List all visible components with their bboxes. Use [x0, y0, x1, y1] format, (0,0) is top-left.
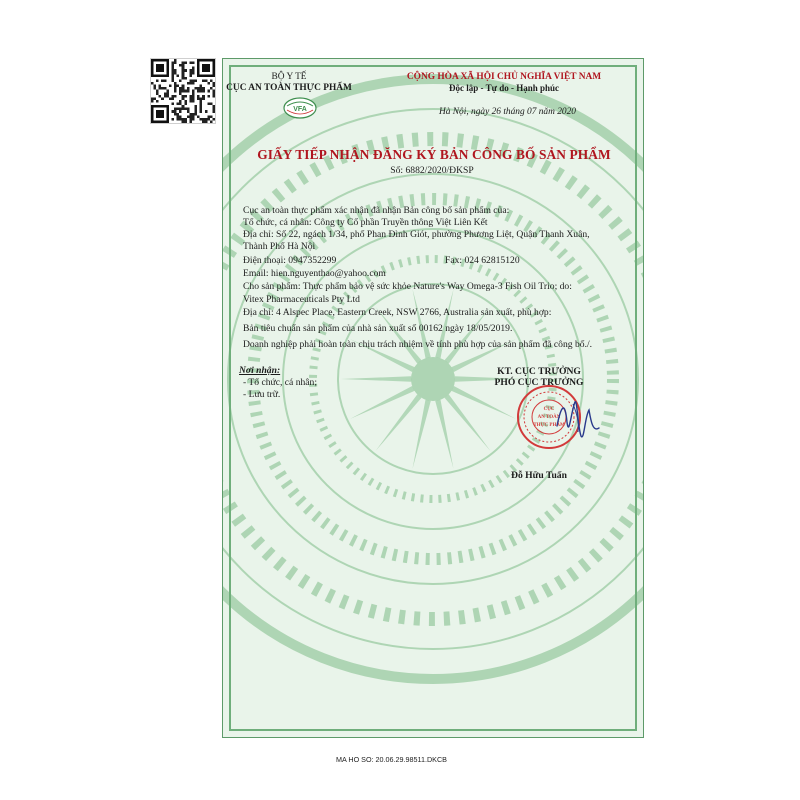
body-line-city: Thành Phố Hà Nội [243, 241, 316, 252]
signer-name: Đỗ Hữu Tuấn [511, 470, 567, 481]
vfa-logo-icon [283, 97, 317, 119]
document-title: GIẤY TIẾP NHẬN ĐĂNG KÝ BẢN CÔNG BỐ SẢN PHẨM [257, 147, 611, 162]
issue-date: Hà Nội, ngày 26 tháng 07 năm 2020 [439, 107, 576, 117]
body-line-manufacturer-address: Địa chỉ: 4 Alspec Place, Eastern Creek, NSW 2766, Australia sản xuất, phù hợp: [243, 307, 552, 318]
svg-text:THỰC PHẨM: THỰC PHẨM [533, 423, 565, 428]
body-line-responsibility: Doanh nghiệp phải hoàn toàn chịu trách nhiệm về tính phù hợp của sản phẩm đã công bố./. [243, 339, 593, 350]
body-line-email: Email: hien.nguyenthao@yahoo.com [243, 268, 386, 279]
body-line-standard: Bản tiêu chuẩn sản phẩm của nhà sản xuất số 00162 ngày 18/05/2019. [243, 323, 513, 334]
body-line-product: Cho sản phẩm: Thực phẩm bảo vệ sức khỏe Nature's Way Omega-3 Fish Oil Trio; do: [243, 281, 572, 292]
dossier-code: MA HO SO: 20.06.29.98511.DKCB [336, 755, 447, 764]
ministry-name: BỘ Y TẾ [271, 72, 307, 82]
recipients-label: Nơi nhận: [239, 365, 281, 376]
document-number: Số: 6882/2020/ĐKSP [390, 165, 474, 176]
svg-text:AN TOÀN: AN TOÀN [537, 415, 561, 420]
body-line-manufacturer: Vitex Pharmaceuticals Pty Ltd [243, 294, 360, 305]
body-line-phone: Điện thoại: 0947352299 [243, 255, 337, 266]
svg-text:CỤC: CỤC [543, 407, 555, 412]
recipient-item: - Tổ chức, cá nhân; [243, 377, 318, 388]
body-line-address: Địa chỉ: Số 22, ngách 1/34, phố Phan Đình Giót, phường Phương Liệt, Quận Thanh Xuân, [243, 229, 590, 240]
qr-code-icon [150, 58, 216, 124]
department-name: CỤC AN TOÀN THỰC PHẨM [226, 83, 352, 93]
signer-position: PHÓ CỤC TRƯỞNG [494, 377, 584, 388]
signer-title: KT. CỤC TRƯỞNG [497, 366, 581, 377]
body-line-fax: Fax: 024 62815120 [445, 255, 520, 266]
country-name: CỘNG HÒA XÃ HỘI CHỦ NGHĨA VIỆT NAM [406, 72, 602, 82]
recipient-item: - Lưu trữ. [243, 389, 281, 400]
svg-text:VFA: VFA [293, 106, 307, 113]
certificate [222, 58, 644, 738]
body-line-organization: Tổ chức, cá nhân: Công ty Cổ phần Truyền thông Việt Liên Kết [243, 217, 488, 228]
body-line-intro: Cục an toàn thực phẩm xác nhận đã nhận Bản công bố sản phẩm của: [243, 205, 510, 216]
handwritten-signature-icon [551, 392, 603, 448]
national-motto: Độc lập - Tự do - Hạnh phúc [448, 83, 560, 93]
